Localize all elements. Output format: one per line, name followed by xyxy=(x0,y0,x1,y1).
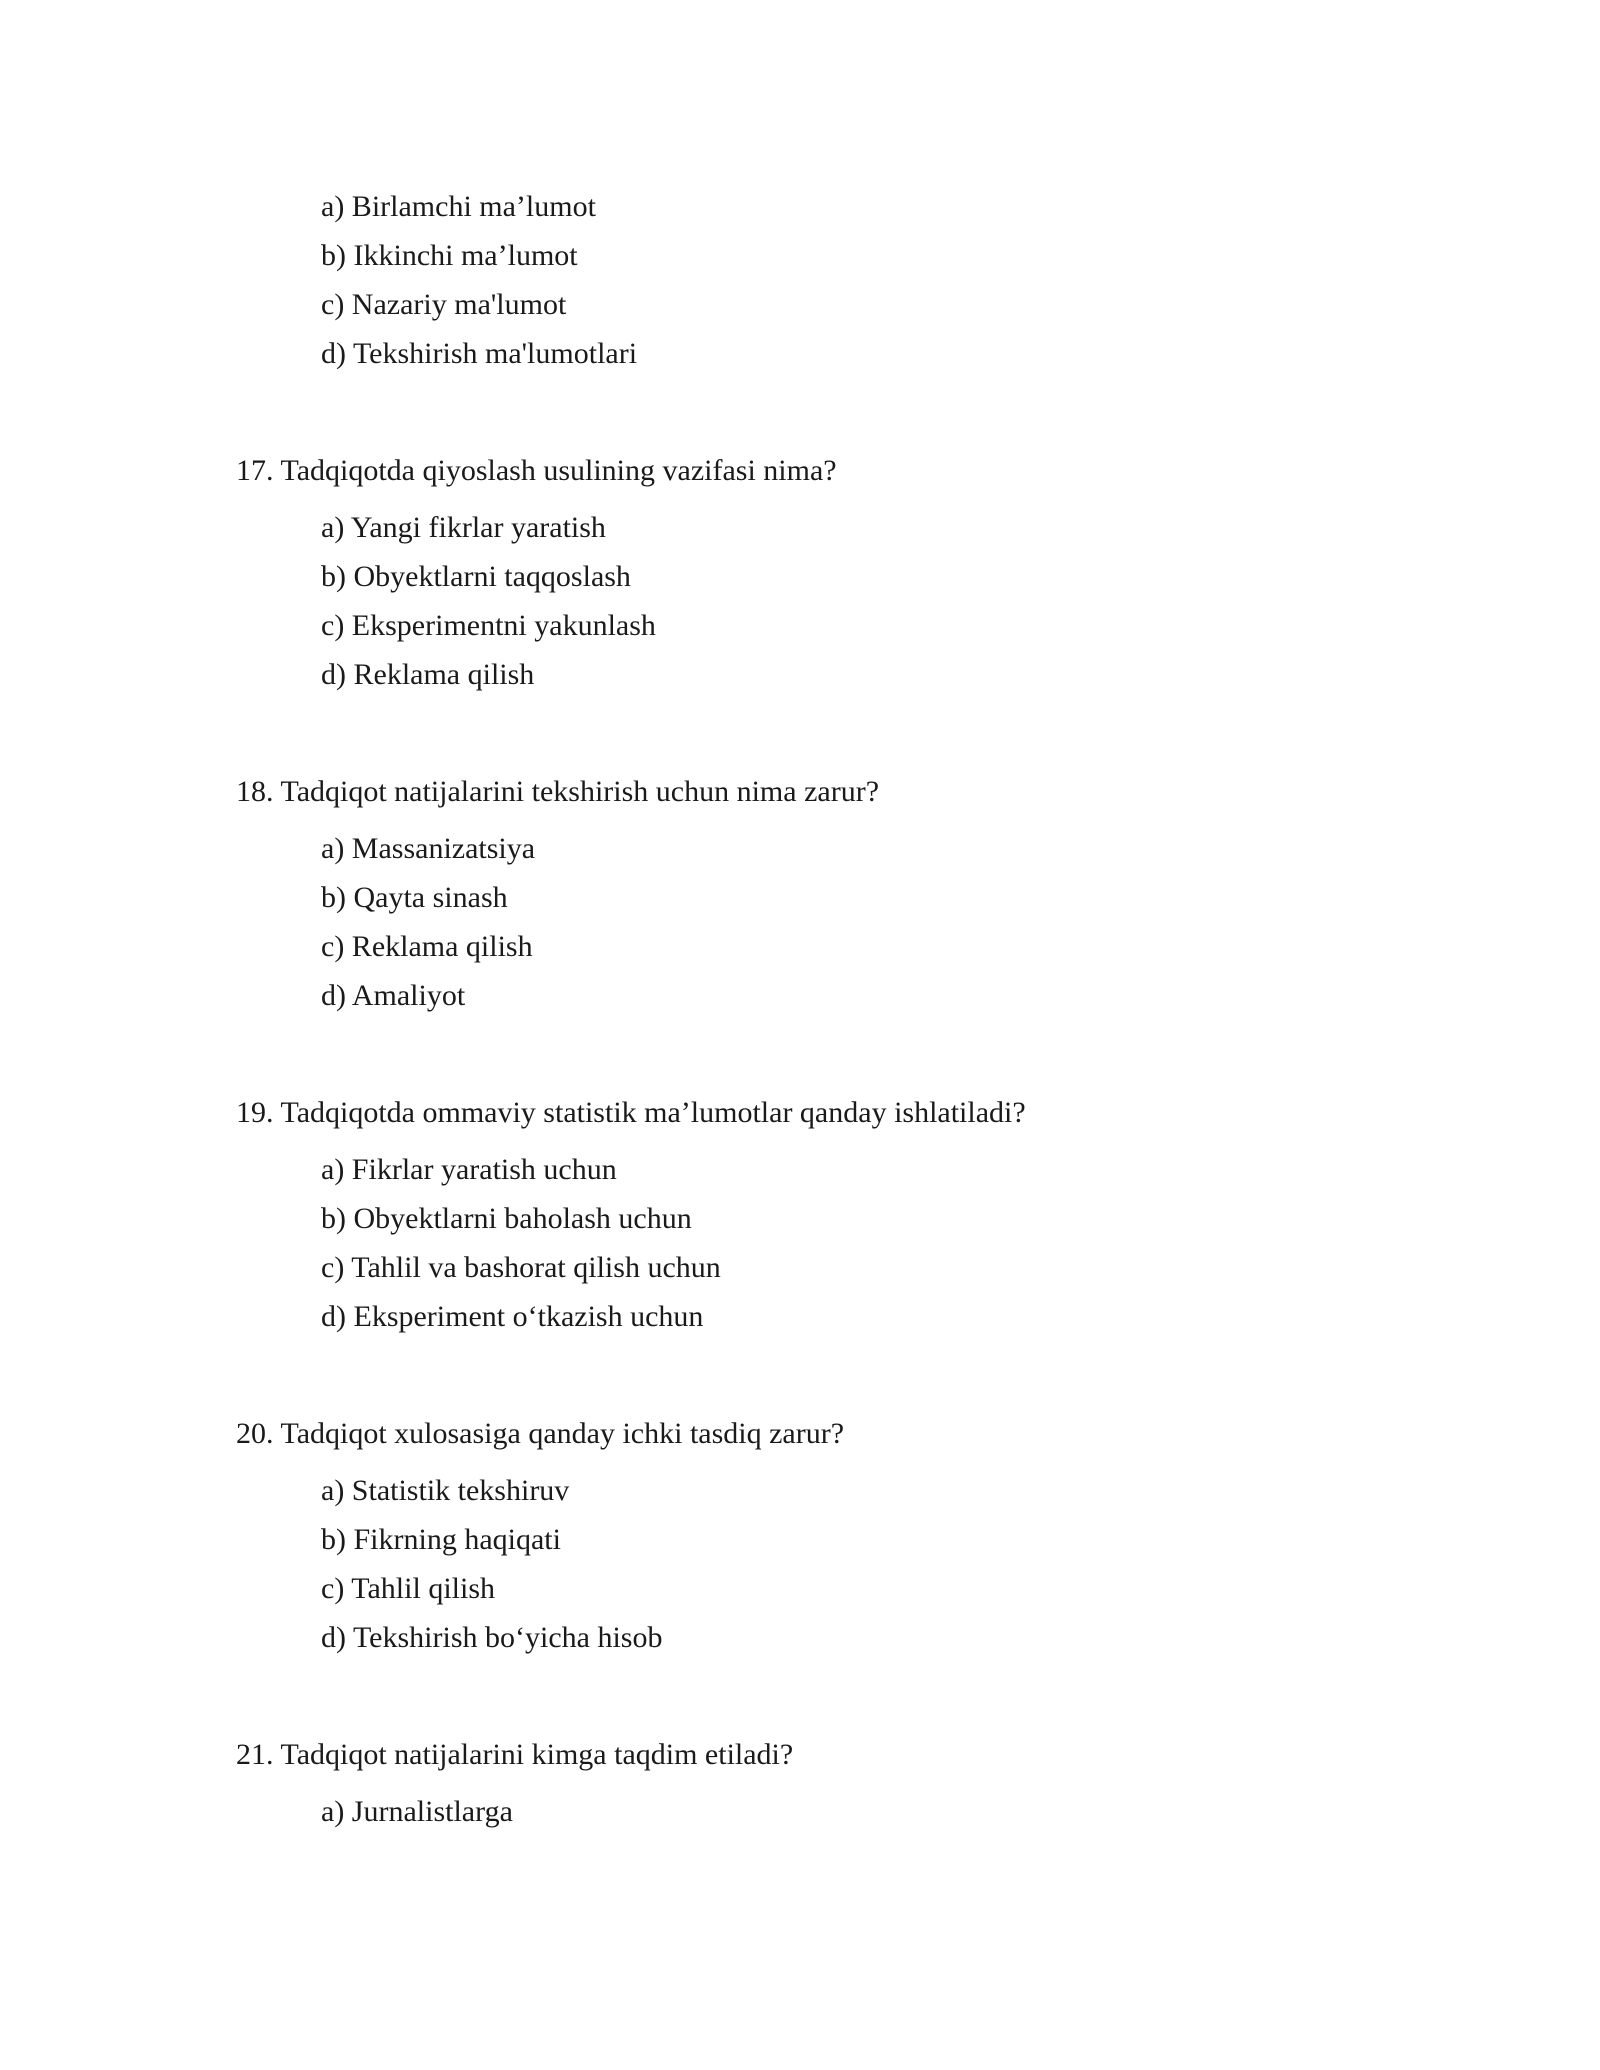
option-text: c) Nazariy ma'lumot xyxy=(321,288,567,321)
option-text: a) Massanizatsiya xyxy=(321,832,536,865)
option-text: d) Tekshirish bo‘yicha hisob xyxy=(321,1621,663,1654)
option-text: d) Eksperiment o‘tkazish uchun xyxy=(321,1300,704,1333)
question-text: 20. Tadqiqot xulosasiga qanday ichki tasdiq zarur? xyxy=(236,1417,845,1450)
option-text: d) Reklama qilish xyxy=(321,658,535,691)
option-text: c) Eksperimentni yakunlash xyxy=(321,609,656,642)
question-text: 19. Tadqiqotda ommaviy statistik ma’lumotlar qanday ishlatiladi? xyxy=(236,1096,1026,1129)
option-text: d) Tekshirish ma'lumotlari xyxy=(321,337,638,370)
option-text: b) Obyektlarni baholash uchun xyxy=(321,1202,692,1235)
question-text: 18. Tadqiqot natijalarini tekshirish uchun nima zarur? xyxy=(236,775,880,808)
option-text: c) Tahlil qilish xyxy=(321,1572,495,1605)
option-text: b) Obyektlarni taqqoslash xyxy=(321,560,631,593)
option-text: a) Yangi fikrlar yaratish xyxy=(321,511,606,544)
question-text: 17. Tadqiqotda qiyoslash usulining vazifasi nima? xyxy=(236,454,837,487)
option-text: c) Reklama qilish xyxy=(321,930,533,963)
option-text: b) Qayta sinash xyxy=(321,881,508,914)
option-text: a) Birlamchi ma’lumot xyxy=(321,190,596,223)
option-text: b) Fikrning haqiqati xyxy=(321,1523,561,1556)
question-text: 21. Tadqiqot natijalarini kimga taqdim etiladi? xyxy=(236,1738,794,1771)
option-text: c) Tahlil va bashorat qilish uchun xyxy=(321,1251,721,1284)
option-text: a) Fikrlar yaratish uchun xyxy=(321,1153,617,1186)
option-text: a) Statistik tekshiruv xyxy=(321,1474,570,1507)
option-text: d) Amaliyot xyxy=(321,979,466,1012)
option-text: a) Jurnalistlarga xyxy=(321,1795,513,1828)
option-text: b) Ikkinchi ma’lumot xyxy=(321,239,578,272)
